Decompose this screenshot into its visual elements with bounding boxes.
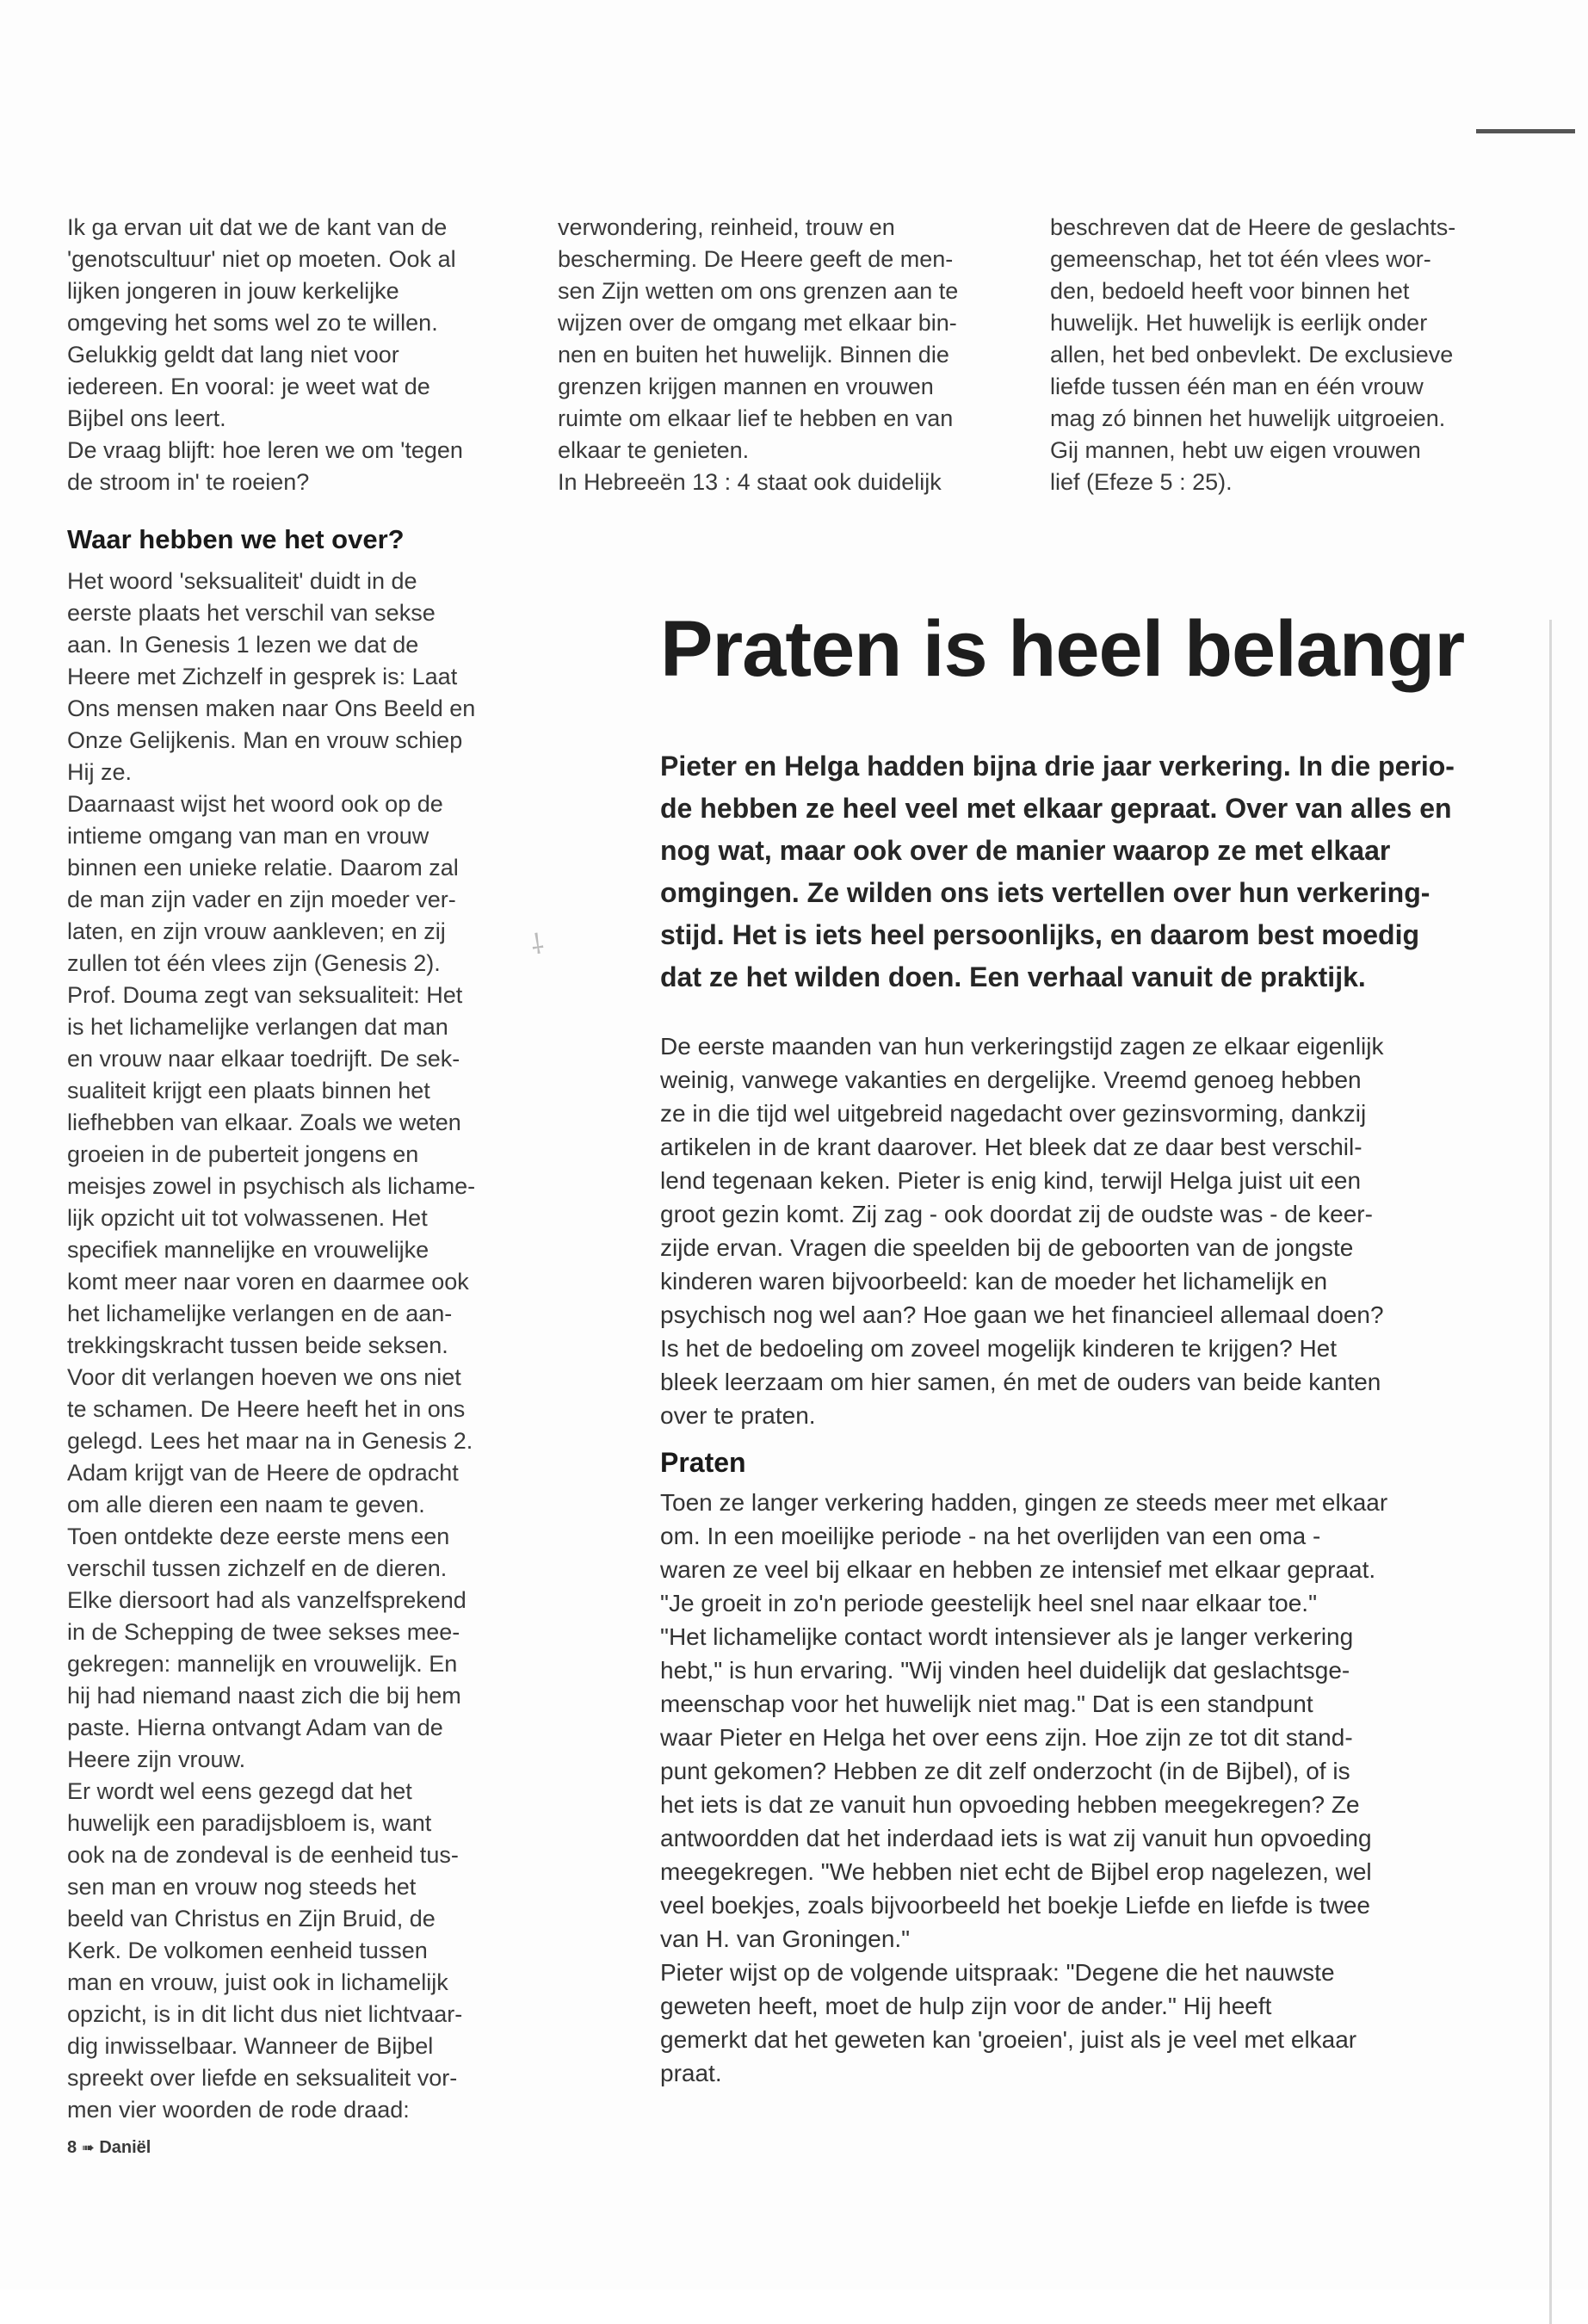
column-right <box>1050 212 1506 498</box>
top-rule <box>1476 129 1575 133</box>
column-left <box>67 212 515 2126</box>
side-scan-edge <box>1549 620 1552 2324</box>
column-left-intro: Ik ga ervan uit dat we de kant van de 'genotscultuur' niet op moeten. Ook al lijken jongeren in jouw kerkelijke omgeving het soms wel zo te willen. Gelukkig geldt dat lang niet voor iedereen. En vooral: je weet wat de Bijbel ons leert. De vraag blijft: hoe leren we om 'tegen de stroom in' te roeien? <box>67 214 463 495</box>
column-left-body: Het woord 'seksualiteit' duidt in de eerste plaats het verschil van sekse aan. In Genesis 1 lezen we dat de Heere met Zichzelf in gesprek is: Laat Ons mensen maken naar Ons Beeld en Onze Gelijkenis. Man en vrouw schiep Hij ze. Daarnaast wijst het woord ook op de intieme omgang van man en vrouw binnen een unieke relatie. Daarom zal de man zijn vader en zijn moeder ver- laten, en zijn vrouw aankleven; en zij zullen tot één vlees zijn (Genesis 2). Prof. Douma zegt van seksualiteit: Het is het lichamelijke verlangen dat man en vrouw naar elkaar toedrijft. De sek- sualiteit krijgt een plaats binnen het liefhebben van elkaar. Zoals we weten groeien in de puberteit jongens en meisjes zowel in psychisch als lichame- lijk opzicht uit tot volwassenen. Het specifiek mannelijke en vrouwelijke komt meer naar voren en daarmee ook het lichamelijke verlangen en de aan- trekkingskracht tussen beide seksen. Voor dit verlangen hoeven we ons niet te schamen. De Heere heeft het in ons gelegd. Lees het maar na in Genesis 2. Adam krijgt van de Heere de opdracht om alle dieren een naam te geven. Toen ontdekte deze eerste mens een verschil tussen zichzelf en de dieren. Elke diersoort had als vanzelfsprekend in de Schepping de twee sekses mee- gekregen: mannelijk en vrouwelijk. En hij had niemand naast zich die bij hem paste. Hierna ontvangt Adam van de Heere zijn vrouw. Er wordt wel eens gezegd dat het huwelijk een paradijsbloem is, want ook na de zondeval is de eenheid tus- sen man en vrouw nog steeds het beeld van Christus en Zijn Bruid, de Kerk. De volkomen eenheid tussen man en vrouw, juist ook in lichamelijk opzicht, is in dit licht dus niet lichtvaar- dig inwisselbaar. Wanneer de Bijbel spreekt over liefde en seksualiteit vor- men vier woorden de rode draad: <box>67 568 476 2123</box>
magazine-name: Daniël <box>99 2138 151 2157</box>
scan-artifact-icon: ⸸ <box>528 928 547 961</box>
article-title: Praten is heel belangr <box>660 605 1465 693</box>
article-intro: Pieter en Helga hadden bijna drie jaar verkering. In die perio- de hebben ze heel veel met elkaar gepraat. Over van alles en nog wat, maar ook over de manier waarop ze met elkaar omgingen. Ze wilden ons iets vertellen over hun verkering- stijd. Het is iets heel persoonlijks, en daarom best moedig dat ze het wilden doen. Een verhaal vanuit de praktijk. <box>660 751 1455 992</box>
article-paragraph-1: De eerste maanden van hun verkeringstijd zagen ze elkaar eigenlijk weinig, vanwege vakanties en dergelijke. Vreemd genoeg hebben ze in die tijd wel uitgebreid nagedacht over gezinsvorming, dankzij artikelen in de krant daarover. Het bleek dat ze daar best verschil- lend tegenaan keken. Pieter is enig kind, terwijl Helga juist uit een groot gezin komt. Zij zag - ook doordat zij de oudste was - de keer- zijde ervan. Vragen die speelden bij de geboorten van de jongste kinderen waren bijvoorbeeld: kan de moeder het lichamelijk en psychisch nog wel aan? Hoe gaan we het financieel allemaal doen? Is het de bedoeling om zoveel mogelijk kinderen te krijgen? Het bleek leerzaam om hier samen, én met de ouders van beide kanten over te praten. <box>660 1033 1384 1429</box>
section-heading: Waar hebben we het over? <box>67 524 405 554</box>
column-right-text: beschreven dat de Heere de geslachts- gemeenschap, het tot één vlees wor- den, bedoeld heeft voor binnen het huwelijk. Het huwelijk is eerlijk onder allen, het bed onbevlekt. De exclusieve liefde tussen één man en één vrouw mag zó binnen het huwelijk uitgroeien. Gij mannen, hebt uw eigen vrouwen lief (Efeze 5 : 25). <box>1050 214 1456 495</box>
article-subheading: Praten <box>660 1447 746 1478</box>
article-body <box>660 1029 1521 2090</box>
column-middle-text: verwondering, reinheid, trouw en bescherming. De Heere geeft de men- sen Zijn wetten om ons grenzen aan te wijzen over de omgang met elkaar bin- nen en buiten het huwelijk. Binnen die grenzen krijgen mannen en vrouwen ruimte om elkaar lief te hebben en van elkaar te genieten. In Hebreeën 13 : 4 staat ook duidelijk <box>558 214 959 495</box>
column-middle <box>558 212 1005 498</box>
article-paragraph-2: Toen ze langer verkering hadden, gingen ze steeds meer met elkaar om. In een moeilijke periode - na het overlijden van een oma - waren ze veel bij elkaar en hebben ze intensief met elkaar gepraat. "Je groeit in zo'n periode geestelijk heel snel naar elkaar toe." "Het lichamelijke contact wordt intensiever als je langer verkering hebt," is hun ervaring. "Wij vinden heel duidelijk dat geslachtsge- meenschap voor het huwelijk niet mag." Dat is een standpunt waar Pieter en Helga het over eens zijn. Hoe zijn ze tot dit stand- punt gekomen? Hebben ze dit zelf onderzocht (in de Bijbel), of is het iets is dat ze vanuit hun opvoeding hebben meegekregen? Ze antwoordden dat het inderdaad iets is wat zij vanuit hun opvoeding meegekregen. "We hebben niet echt de Bijbel erop nagelezen, wel veel boekjes, zoals bijvoorbeeld het boekje Liefde en liefde is twee van H. van Groningen." Pieter wijst op de volgende uitspraak: "Degene die het nauwste geweten heeft, moet de hulp zijn voor de ander." Hij heeft gemerkt dat het geweten kan 'groeien', juist als je veel met elkaar praat. <box>660 1489 1388 2086</box>
page-footer <box>67 2138 151 2158</box>
arrow-icon: ➠ <box>81 2139 95 2156</box>
page-number: 8 <box>67 2138 77 2157</box>
